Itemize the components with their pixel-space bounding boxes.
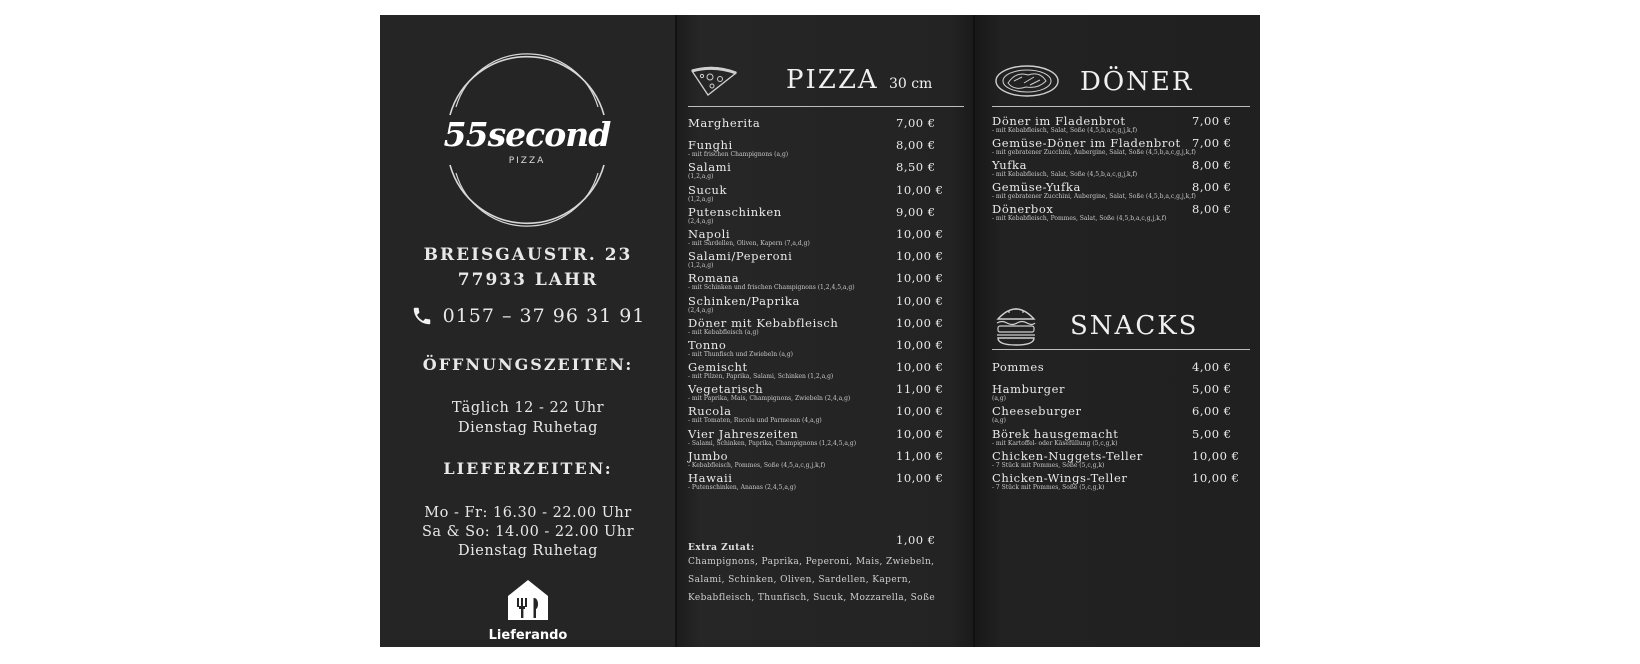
doener-item-details: - mit gebratener Zucchini, Aubergine, Salat, Soße (4,5,b,a,c,g,j,k,f) <box>992 149 1196 156</box>
pizza-item-price: 10,00 € <box>896 337 944 352</box>
pizza-item-price: 10,00 € <box>896 293 944 308</box>
pizza-item <box>688 427 964 449</box>
pizza-item-details: - mit Kebabfleisch (a,g) <box>688 328 759 336</box>
phone-icon <box>411 305 433 327</box>
doener-item-details: - mit Kebabfleisch, Salat, Soße (4,5,b,a,c,g,j,k,f) <box>992 127 1138 134</box>
pizza-item-price: 10,00 € <box>896 360 944 375</box>
doener-item-name: Dönerbox <box>992 202 1054 216</box>
doener-item-price: 7,00 € <box>1192 114 1232 128</box>
doener-item-name: Gemüse-Döner im Fladenbrot <box>992 136 1181 150</box>
address-city: 77933 LAHR <box>457 270 599 290</box>
pizza-item-name: Sucuk <box>688 182 728 197</box>
pizza-item-details: - mit Sardellen, Oliven, Kapern (7,a,d,g) <box>688 239 810 247</box>
opening-hours-heading: ÖFFNUNGSZEITEN: <box>422 355 634 374</box>
pizza-item <box>688 360 964 382</box>
logo-subtext: PIZZA <box>508 156 546 166</box>
pizza-item-name: Schinken/Paprika <box>688 293 800 308</box>
doener-item-price: 8,00 € <box>1192 202 1232 216</box>
pizza-item-name: Gemischt <box>688 360 748 375</box>
address-street: BREISGAUSTR. 23 <box>423 245 633 265</box>
pizza-item-price: 10,00 € <box>896 404 944 419</box>
doener-divider <box>992 106 1250 107</box>
doener-item <box>992 202 1250 224</box>
pizza-item <box>688 160 964 182</box>
pizza-item-details: - mit Pilzen, Paprika, Salami, Schinken (1,2,a,g) <box>688 373 834 381</box>
snacks-item <box>992 360 1250 382</box>
snacks-item-name: Chicken-Wings-Teller <box>992 470 1128 485</box>
pizza-item-name: Rucola <box>688 404 732 419</box>
snacks-item <box>992 427 1250 449</box>
pizza-list <box>688 116 964 493</box>
pizza-item <box>688 249 964 271</box>
extra-line: Salami, Schinken, Oliven, Sardellen, Kapern, <box>688 575 912 585</box>
lieferando-label: Lieferando <box>488 628 568 643</box>
doener-item <box>992 180 1250 202</box>
phone-row <box>380 305 676 327</box>
pizza-slice-icon <box>688 63 740 97</box>
extra-label: Extra Zutat: <box>688 543 755 553</box>
pizza-item-price: 10,00 € <box>896 226 944 241</box>
doener-title: DÖNER <box>1080 67 1194 97</box>
opening-hours-line: Täglich 12 - 22 Uhr <box>451 400 605 416</box>
pizza-item-price: 7,00 € <box>896 116 936 130</box>
snacks-item <box>992 471 1250 493</box>
delivery-hours-heading: LIEFERZEITEN: <box>443 459 613 478</box>
doener-snacks-panel <box>974 15 1260 647</box>
pizza-item <box>688 205 964 227</box>
snacks-item <box>992 382 1250 404</box>
pizza-item-name: Hawaii <box>688 471 733 485</box>
pizza-item-price: 11,00 € <box>896 382 944 397</box>
fold-line <box>675 15 677 647</box>
pizza-item-name: Putenschinken <box>688 204 782 219</box>
snacks-item-name: Hamburger <box>992 382 1066 397</box>
pizza-item <box>688 471 964 493</box>
snacks-item-price: 10,00 € <box>1192 448 1240 463</box>
doener-item-price: 8,00 € <box>1192 158 1232 172</box>
pizza-item <box>688 316 964 338</box>
pizza-item-price: 11,00 € <box>896 448 944 463</box>
pizza-item-details: (2,4,a,g) <box>688 217 714 225</box>
address <box>380 243 676 293</box>
snacks-item <box>992 449 1250 471</box>
pizza-item-name: Salami <box>688 160 732 175</box>
logo-text: 55second <box>443 115 611 154</box>
pizza-item-details: (1,2,a,g) <box>688 262 714 270</box>
pizza-item <box>688 449 964 471</box>
pizza-item-name: Funghi <box>688 138 733 153</box>
pizza-item-name: Döner mit Kebabfleisch <box>688 315 839 330</box>
snacks-title: SNACKS <box>1070 311 1199 341</box>
snacks-item-price: 5,00 € <box>1192 382 1232 397</box>
extra-line: Kebabfleisch, Thunfisch, Sucuk, Mozzarella, Soße <box>688 593 936 603</box>
doener-item-details: - mit Kebabfleisch, Salat, Soße (4,5,b,a,c,g,j,k,f) <box>992 171 1138 178</box>
doener-item-name: Yufka <box>992 158 1028 172</box>
opening-hours <box>380 398 676 438</box>
snacks-item-details: (a,g) <box>992 417 1007 425</box>
lieferando-logo <box>488 578 568 643</box>
pizza-item-name: Salami/Peperoni <box>688 249 793 264</box>
pizza-item-details: (1,2,a,g) <box>688 195 714 203</box>
cover-panel <box>380 15 676 647</box>
doener-item-price: 7,00 € <box>1192 136 1232 150</box>
snacks-item-price: 5,00 € <box>1192 426 1232 441</box>
snacks-item-name: Pommes <box>992 360 1045 374</box>
pizza-item <box>688 138 964 160</box>
extra-price: 1,00 € <box>896 533 936 547</box>
snacks-item-price: 10,00 € <box>1192 470 1240 485</box>
pizza-item-details: (1,2,a,g) <box>688 173 714 181</box>
pizza-item-name: Vier Jahreszeiten <box>688 426 799 441</box>
doener-item-name: Gemüse-Yufka <box>992 180 1081 194</box>
pizza-item-price: 10,00 € <box>896 271 944 286</box>
pizza-item-price: 10,00 € <box>896 426 944 441</box>
pizza-item-price: 8,50 € <box>896 160 936 175</box>
doener-item <box>992 114 1250 136</box>
pizza-item <box>688 271 964 293</box>
pizza-item-details: - mit Thunfisch und Zwiebeln (a,g) <box>688 350 794 358</box>
pizza-item-details: - mit Schinken und frischen Champignons (1,2,4,5,a,g) <box>688 284 855 292</box>
pizza-item-details: (2,4,a,g) <box>688 306 714 314</box>
pizza-item <box>688 338 964 360</box>
delivery-hours <box>380 504 676 561</box>
pizza-item-details: - Putenschinken, Ananas (2,4,5,a,g) <box>688 484 796 491</box>
fold-line <box>973 15 975 647</box>
pizza-item-name: Tonno <box>688 337 727 352</box>
doener-item-name: Döner im Fladenbrot <box>992 114 1126 128</box>
phone-number: 0157 – 37 96 31 91 <box>442 305 646 327</box>
pizza-item-price: 10,00 € <box>896 471 944 485</box>
pizza-item-price: 8,00 € <box>896 138 936 153</box>
pizza-item-price: 10,00 € <box>896 182 944 197</box>
lieferando-house-icon <box>506 578 550 622</box>
doener-item-details: - mit Kebabfleisch, Pommes, Salat, Soße (4,5,b,a,c,g,j,k,f) <box>992 215 1167 222</box>
pizza-size: 30 cm <box>888 76 933 92</box>
snacks-item <box>992 404 1250 426</box>
pizza-item-details: - mit frischen Champignons (a,g) <box>688 151 789 159</box>
extra-line: Champignons, Paprika, Peperoni, Mais, Zwiebeln, <box>688 557 935 567</box>
delivery-hours-line: Dienstag Ruhetag <box>458 543 598 559</box>
pizza-item-details: - Salami, Schinken, Paprika, Champignons (1,2,4,5,a,g) <box>688 439 857 447</box>
snacks-item-details: - 7 Stück mit Pommes, Soße (5,c,g,k) <box>992 461 1105 469</box>
pizza-item-name: Romana <box>688 271 740 286</box>
snacks-item-details: (a,g) <box>992 395 1007 403</box>
pizza-title <box>786 65 932 95</box>
pizza-item <box>688 183 964 205</box>
opening-hours-line: Dienstag Ruhetag <box>458 420 598 436</box>
snacks-item-name: Chicken-Nuggets-Teller <box>992 448 1143 463</box>
pizza-item-name: Napoli <box>688 226 731 241</box>
doener-item-price: 8,00 € <box>1192 180 1232 194</box>
extra-toppings <box>688 535 964 607</box>
delivery-hours-line: Mo - Fr: 16.30 - 22.00 Uhr <box>424 505 632 521</box>
pizza-item-name: Vegetarisch <box>688 382 764 397</box>
pizza-title-text: PIZZA <box>786 65 879 95</box>
pizza-item-name: Margherita <box>688 116 761 130</box>
snacks-list <box>992 360 1250 493</box>
pizza-item-details: - mit Tomaten, Rucola und Parmesan (4,a,g) <box>688 417 822 425</box>
pizza-item-price: 10,00 € <box>896 315 944 330</box>
doener-list <box>992 114 1250 224</box>
logo <box>432 45 622 235</box>
pizza-item <box>688 294 964 316</box>
pizza-item-name: Jumbo <box>688 448 729 463</box>
pizza-item <box>688 404 964 426</box>
doener-item-details: - mit gebratener Zucchini, Aubergine, Salat, Soße (4,5,b,a,c,g,j,k,f) <box>992 193 1196 200</box>
pizza-item <box>688 227 964 249</box>
pizza-panel <box>676 15 974 647</box>
pizza-item-price: 9,00 € <box>896 204 936 219</box>
pizza-item-details: - mit Paprika, Mais, Champignons, Zwiebeln (2,4,a,g) <box>688 395 851 403</box>
snacks-item-name: Börek hausgemacht <box>992 426 1119 441</box>
snacks-item-price: 4,00 € <box>1192 360 1232 374</box>
snacks-divider <box>992 349 1250 350</box>
snacks-item-name: Cheeseburger <box>992 404 1082 419</box>
doener-item <box>992 136 1250 158</box>
burger-icon <box>994 301 1038 347</box>
pizza-divider <box>688 106 964 107</box>
pizza-item-price: 10,00 € <box>896 249 944 264</box>
delivery-hours-line: Sa & So: 14.00 - 22.00 Uhr <box>421 524 635 540</box>
pizza-item <box>688 116 964 138</box>
snacks-item-details: - 7 Stück mit Pommes, Soße (5,c,g,k) <box>992 483 1105 491</box>
pizza-item-details: - Kebabfleisch, Pommes, Soße (4,5,a,c,g,j,k,f) <box>688 461 826 469</box>
snacks-item-price: 6,00 € <box>1192 404 1232 419</box>
snacks-item-details: - mit Kartoffel- oder Käsefüllung (5,c,g,k) <box>992 439 1118 447</box>
doener-plate-icon <box>994 63 1060 99</box>
doener-item <box>992 158 1250 180</box>
pizza-item <box>688 382 964 404</box>
